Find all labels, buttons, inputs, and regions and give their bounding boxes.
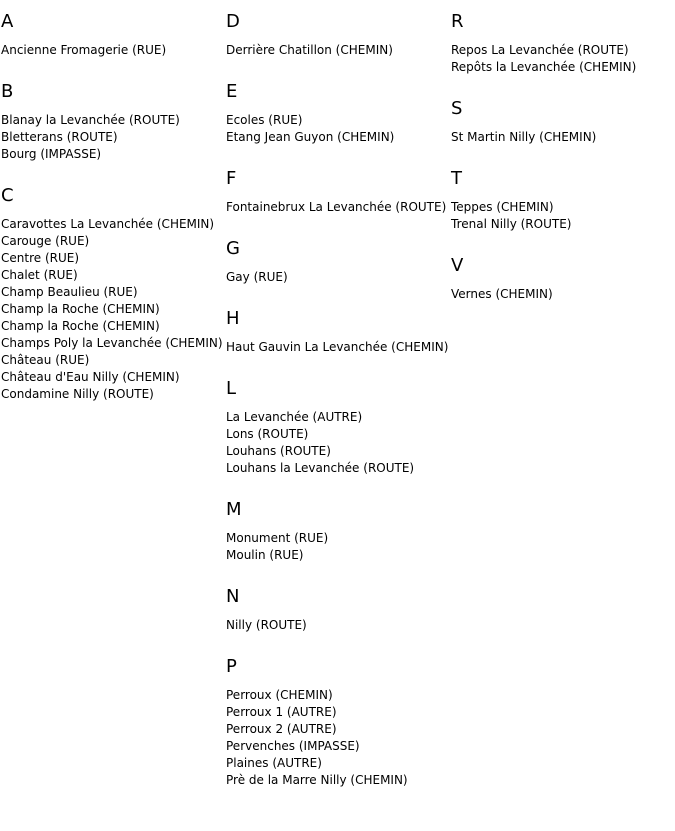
letter-group-c bbox=[1, 185, 223, 403]
letter-heading: V bbox=[451, 255, 464, 276]
street-link[interactable]: Moulin (RUE) bbox=[226, 548, 304, 562]
letter-heading: C bbox=[1, 185, 14, 206]
letter-heading: F bbox=[226, 168, 237, 189]
letter-group-s bbox=[451, 98, 673, 146]
street-link[interactable]: Champ la Roche (CHEMIN) bbox=[1, 319, 160, 333]
letter-heading: R bbox=[451, 11, 464, 32]
letter-group-b bbox=[1, 81, 223, 163]
letter-heading: H bbox=[226, 308, 240, 329]
index-column-1 bbox=[1, 11, 223, 425]
index-column-2 bbox=[226, 11, 448, 811]
street-list bbox=[226, 269, 448, 286]
letter-heading: G bbox=[226, 238, 240, 259]
street-link[interactable]: Bourg (IMPASSE) bbox=[1, 147, 102, 161]
street-link[interactable]: Lons (ROUTE) bbox=[226, 427, 309, 441]
street-list bbox=[1, 112, 223, 163]
street-link[interactable]: Château (RUE) bbox=[1, 353, 90, 367]
street-list bbox=[1, 216, 223, 403]
street-link[interactable]: Chalet (RUE) bbox=[1, 268, 78, 282]
street-link[interactable]: Trenal Nilly (ROUTE) bbox=[451, 217, 572, 231]
street-link[interactable]: Plaines (AUTRE) bbox=[226, 756, 322, 770]
letter-heading: B bbox=[1, 81, 14, 102]
street-list bbox=[226, 530, 448, 564]
street-list bbox=[451, 286, 673, 303]
street-list bbox=[226, 339, 448, 356]
letter-heading: P bbox=[226, 656, 237, 677]
street-link[interactable]: Champ Beaulieu (RUE) bbox=[1, 285, 138, 299]
street-list bbox=[226, 42, 448, 59]
street-link[interactable]: Monument (RUE) bbox=[226, 531, 329, 545]
letter-group-t bbox=[451, 168, 673, 233]
street-link[interactable]: Louhans la Levanchée (ROUTE) bbox=[226, 461, 415, 475]
street-list bbox=[451, 42, 673, 76]
street-link[interactable]: Caravottes La Levanchée (CHEMIN) bbox=[1, 217, 215, 231]
street-link[interactable]: Fontainebrux La Levanchée (ROUTE) bbox=[226, 200, 447, 214]
letter-group-r bbox=[451, 11, 673, 76]
street-link[interactable]: Gay (RUE) bbox=[226, 270, 288, 284]
street-link[interactable]: Champ la Roche (CHEMIN) bbox=[1, 302, 160, 316]
street-link[interactable]: Ancienne Fromagerie (RUE) bbox=[1, 43, 167, 57]
street-link[interactable]: Bletterans (ROUTE) bbox=[1, 130, 118, 144]
letter-group-n bbox=[226, 586, 448, 634]
letter-heading: E bbox=[226, 81, 238, 102]
letter-heading: D bbox=[226, 11, 240, 32]
street-link[interactable]: Vernes (CHEMIN) bbox=[451, 287, 553, 301]
street-list bbox=[226, 199, 448, 216]
street-link[interactable]: Perroux 1 (AUTRE) bbox=[226, 705, 337, 719]
letter-group-f bbox=[226, 168, 448, 216]
letter-group-e bbox=[226, 81, 448, 146]
street-link[interactable]: Nilly (ROUTE) bbox=[226, 618, 307, 632]
street-list bbox=[1, 42, 223, 59]
letter-group-d bbox=[226, 11, 448, 59]
street-link[interactable]: Louhans (ROUTE) bbox=[226, 444, 331, 458]
street-link[interactable]: St Martin Nilly (CHEMIN) bbox=[451, 130, 597, 144]
street-link[interactable]: Champs Poly la Levanchée (CHEMIN) bbox=[1, 336, 223, 350]
street-link[interactable]: Carouge (RUE) bbox=[1, 234, 90, 248]
street-link[interactable]: Condamine Nilly (ROUTE) bbox=[1, 387, 154, 401]
letter-heading: N bbox=[226, 586, 240, 607]
letter-heading: L bbox=[226, 378, 237, 399]
street-link[interactable]: Pervenches (IMPASSE) bbox=[226, 739, 360, 753]
street-link[interactable]: Derrière Chatillon (CHEMIN) bbox=[226, 43, 393, 57]
street-list bbox=[451, 129, 673, 146]
street-link[interactable]: Perroux (CHEMIN) bbox=[226, 688, 333, 702]
street-list bbox=[226, 409, 448, 477]
letter-heading: S bbox=[451, 98, 463, 119]
street-link[interactable]: Teppes (CHEMIN) bbox=[451, 200, 554, 214]
street-link[interactable]: La Levanchée (AUTRE) bbox=[226, 410, 363, 424]
street-link[interactable]: Château d'Eau Nilly (CHEMIN) bbox=[1, 370, 180, 384]
letter-group-v bbox=[451, 255, 673, 303]
index-column-3 bbox=[451, 11, 673, 325]
letter-group-l bbox=[226, 378, 448, 477]
street-link[interactable]: Haut Gauvin La Levanchée (CHEMIN) bbox=[226, 340, 449, 354]
letter-heading: T bbox=[451, 168, 462, 189]
street-link[interactable]: Repos La Levanchée (ROUTE) bbox=[451, 43, 629, 57]
letter-group-m bbox=[226, 499, 448, 564]
letter-group-a bbox=[1, 11, 223, 59]
letter-group-h bbox=[226, 308, 448, 356]
street-list bbox=[226, 687, 448, 789]
street-list bbox=[226, 617, 448, 634]
letter-heading: A bbox=[1, 11, 14, 32]
street-link[interactable]: Blanay la Levanchée (ROUTE) bbox=[1, 113, 180, 127]
street-list bbox=[451, 199, 673, 233]
street-list bbox=[226, 112, 448, 146]
letter-group-p bbox=[226, 656, 448, 789]
street-link[interactable]: Repôts la Levanchée (CHEMIN) bbox=[451, 60, 637, 74]
letter-heading: M bbox=[226, 499, 242, 520]
street-link[interactable]: Ecoles (RUE) bbox=[226, 113, 303, 127]
street-link[interactable]: Centre (RUE) bbox=[1, 251, 80, 265]
street-link[interactable]: Perroux 2 (AUTRE) bbox=[226, 722, 337, 736]
street-link[interactable]: Etang Jean Guyon (CHEMIN) bbox=[226, 130, 395, 144]
street-link[interactable]: Prè de la Marre Nilly (CHEMIN) bbox=[226, 773, 408, 787]
letter-group-g bbox=[226, 238, 448, 286]
